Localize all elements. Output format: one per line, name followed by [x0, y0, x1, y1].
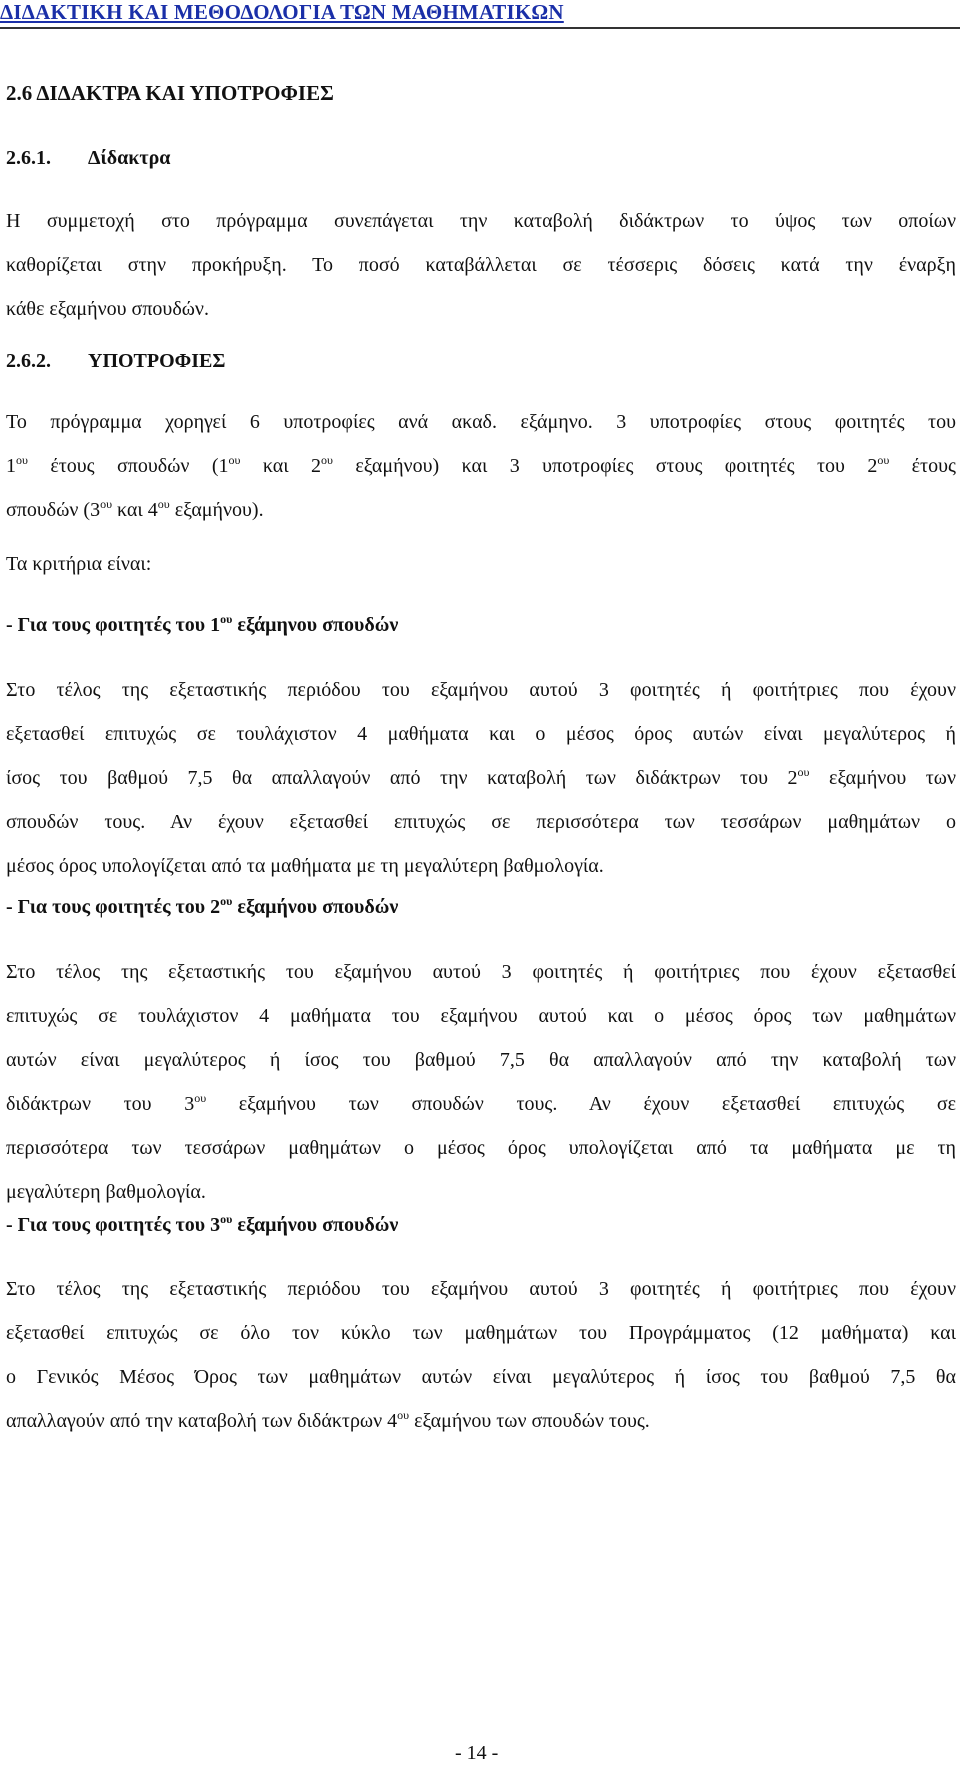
paragraph-line — [6, 1082, 956, 1126]
text-run: ίσος του βαθμού 7,5 θα απαλλαγούν από την καταβολή των διδάκτρων του 2 — [6, 767, 798, 789]
subsection-heading-tuition — [6, 147, 170, 170]
criteria-paragraph-3rd-semester — [6, 1267, 956, 1443]
criteria-intro: Τα κριτήρια είναι: — [6, 553, 152, 575]
superscript: ου — [157, 497, 170, 511]
word: υποτροφίες — [542, 455, 634, 477]
criteria-heading-2nd-semester — [6, 896, 398, 919]
word: φοιτητές — [724, 455, 795, 477]
text-run: διδάκτρων του 3 — [6, 1093, 195, 1115]
word — [212, 444, 241, 488]
heading-text: - Για τους φοιτητές του 3 — [6, 1214, 221, 1236]
text-run: σπουδών (3 — [6, 499, 101, 521]
heading-text: εξάμηνου σπουδών — [232, 614, 399, 636]
tuition-paragraph — [6, 199, 956, 331]
paragraph-line: κάθε εξαμήνου σπουδών. — [6, 298, 209, 320]
superscript: ου — [228, 453, 241, 467]
heading-text: εξαμήνου σπουδών — [232, 896, 399, 918]
text-run: εξαμήνου των — [809, 767, 957, 789]
word: 3 — [509, 455, 520, 477]
paragraph-line: καθορίζεται στην προκήρυξη. Το ποσό καταβάλλεται σε τέσσερις δόσεις κατά την έναρξη — [6, 254, 956, 276]
running-header: ΔΙΔΑΚΤΙΚΗ ΚΑΙ ΜΕΘΟΔΟΛΟΓΙΑ ΤΩΝ ΜΑΘΗΜΑΤΙΚΩΝ — [0, 0, 564, 24]
paragraph-line: Στο τέλος της εξεταστικής περιόδου του εξαμήνου αυτού 3 φοιτητές ή φοιτήτριες που έχουν — [6, 1278, 956, 1300]
superscript: ου — [100, 497, 113, 511]
superscript: ου — [220, 1212, 233, 1226]
word: του — [816, 455, 845, 477]
word: και — [461, 455, 488, 477]
subsection-heading-scholarships — [6, 350, 225, 373]
text-run: και 4 — [112, 499, 158, 521]
superscript: ου — [16, 453, 28, 467]
superscript: ου — [320, 453, 333, 467]
paragraph-line — [6, 488, 956, 532]
superscript: ου — [797, 765, 810, 779]
paragraph-line — [6, 756, 956, 800]
word: εξαμήνου) — [355, 455, 440, 477]
paragraph-line: περισσότερα των τεσσάρων μαθημάτων ο μέσος όρος υπολογίζεται από τα μαθήματα με τη — [6, 1137, 956, 1159]
section-title: 2.6 ΔΙΔΑΚΤΡΑ ΚΑΙ ΥΠΟΤΡΟΦΙΕΣ — [6, 81, 334, 105]
word-text: 2 — [310, 455, 321, 477]
criteria-heading-1st-semester — [6, 614, 398, 637]
subsection-number: 2.6.2. — [6, 350, 51, 372]
word: στους — [655, 455, 703, 477]
paragraph-line: μέσος όρος υπολογίζεται από τα μαθήματα με τη μεγαλύτερη βαθμολογία. — [6, 855, 604, 877]
paragraph-line: σπουδών τους. Αν έχουν εξετασθεί επιτυχώς σε περισσότερα των τεσσάρων μαθημάτων ο — [6, 811, 956, 833]
page-number: - 14 - — [455, 1742, 499, 1764]
criteria-heading-3rd-semester — [6, 1214, 398, 1237]
subsection-title: Δίδακτρα — [88, 147, 171, 169]
paragraph-line: εξετασθεί επιτυχώς σε τουλάχιστον 4 μαθήματα και ο μέσος όρος αυτών είναι μεγαλύτερος ή — [6, 723, 956, 745]
heading-text: - Για τους φοιτητές του 2 — [6, 896, 221, 918]
criteria-paragraph-1st-semester — [6, 668, 956, 888]
scholarships-paragraph — [6, 400, 956, 532]
paragraph-line: Το πρόγραμμα χορηγεί 6 υποτροφίες ανά ακαδ. εξάμηνο. 3 υποτροφίες στους φοιτητές του — [6, 411, 956, 433]
heading-text: εξαμήνου σπουδών — [232, 1214, 399, 1236]
paragraph-line: εξετασθεί επιτυχώς σε όλο τον κύκλο των μαθημάτων του Προγράμματος (12 μαθήματα) και — [6, 1322, 956, 1344]
paragraph-line: ο Γενικός Μέσος Όρος των μαθημάτων αυτών είναι μεγαλύτερος ή ίσος του βαθμού 7,5 θα — [6, 1366, 956, 1388]
paragraph-line: επιτυχώς σε τουλάχιστον 4 μαθήματα του εξαμήνου αυτού και ο μέσος όρος των μαθημάτων — [6, 1005, 956, 1027]
word — [6, 444, 28, 488]
paragraph-line — [6, 444, 956, 488]
subsection-title: ΥΠΟΤΡΟΦΙΕΣ — [88, 350, 226, 372]
superscript: ου — [397, 1408, 410, 1422]
superscript: ου — [194, 1091, 207, 1105]
text-run: εξαμήνου των σπουδών τους. — [409, 1410, 650, 1432]
header-divider — [0, 27, 960, 29]
text-run: εξαμήνου). — [169, 499, 264, 521]
word: έτους — [50, 455, 95, 477]
subsection-number: 2.6.1. — [6, 147, 51, 169]
paragraph-line: μεγαλύτερη βαθμολογία. — [6, 1181, 206, 1203]
word — [867, 444, 889, 488]
paragraph-line — [6, 1399, 956, 1443]
text-run: εξαμήνου των σπουδών τους. Αν έχουν εξετασθεί επιτυχώς σε — [206, 1093, 957, 1115]
superscript: ου — [220, 612, 233, 626]
paragraph-line: αυτών είναι μεγαλύτερος ή ίσος του βαθμού 7,5 θα απαλλαγούν από την καταβολή των — [6, 1049, 956, 1071]
word-text: 2 — [867, 455, 878, 477]
word: σπουδών — [117, 455, 190, 477]
text-run: απαλλαγούν από την καταβολή των διδάκτρων 4 — [6, 1410, 398, 1432]
paragraph-line: Στο τέλος της εξεταστικής του εξαμήνου αυτού 3 φοιτητές ή φοιτήτριες που έχουν εξετασθεί — [6, 961, 956, 983]
word: έτους — [911, 455, 956, 477]
superscript: ου — [877, 453, 890, 467]
word — [311, 444, 333, 488]
heading-text: - Για τους φοιτητές του 1 — [6, 614, 221, 636]
word-text: (1 — [211, 455, 229, 477]
word: και — [262, 455, 289, 477]
superscript: ου — [220, 894, 233, 908]
criteria-paragraph-2nd-semester — [6, 950, 956, 1214]
paragraph-line: Στο τέλος της εξεταστικής περιόδου του εξαμήνου αυτού 3 φοιτητές ή φοιτήτριες που έχουν — [6, 679, 956, 701]
word-text: 1 — [6, 455, 16, 477]
paragraph-line: Η συμμετοχή στο πρόγραμμα συνεπάγεται την καταβολή διδάκτρων το ύψος των οποίων — [6, 210, 956, 232]
